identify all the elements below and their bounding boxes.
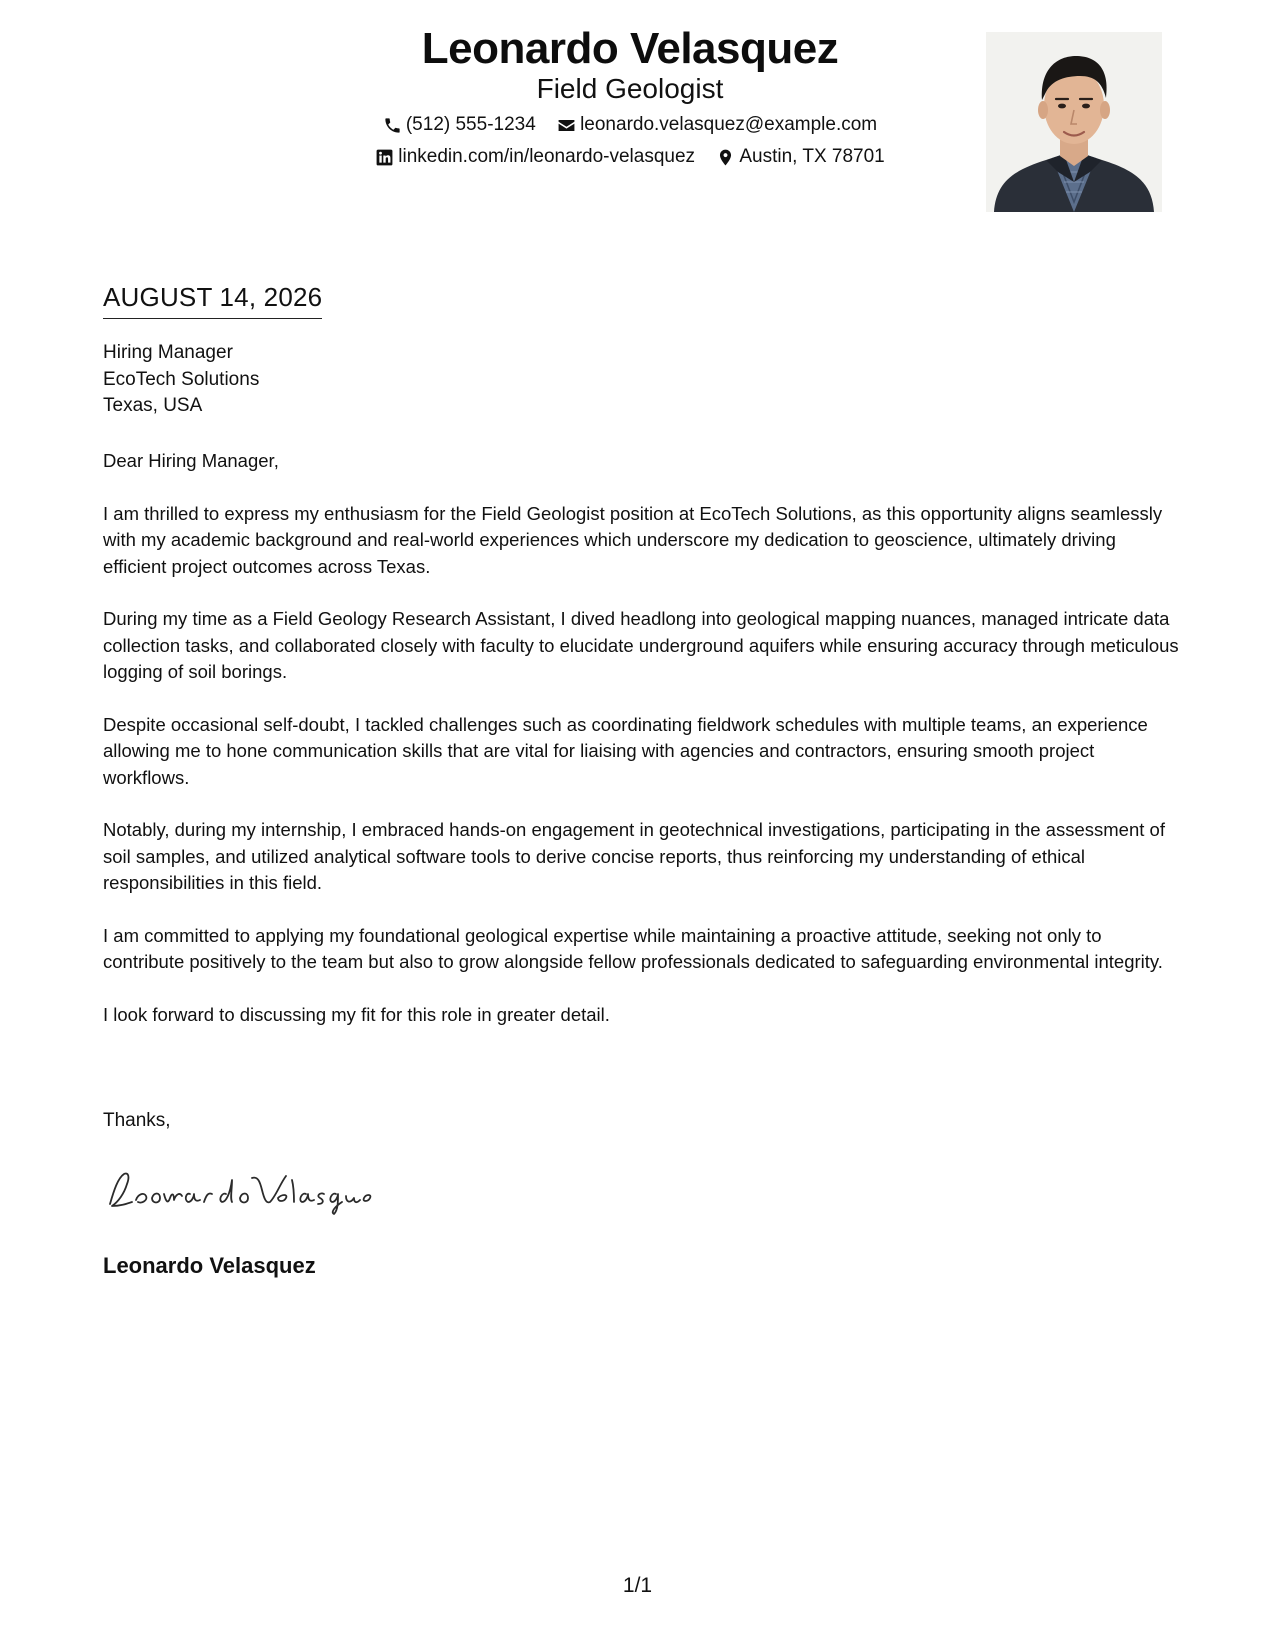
job-title: Field Geologist	[536, 73, 724, 104]
linkedin-text: linkedin.com/in/leonardo-velasquez	[398, 146, 696, 167]
letter-date: AUGUST 14, 2026	[103, 280, 322, 319]
page-number: 1/1	[622, 1574, 653, 1597]
signed-name: Leonardo Velasquez	[103, 1253, 316, 1278]
recipient-line: Hiring Manager	[103, 342, 233, 363]
envelope-icon	[557, 116, 576, 135]
letter-header	[0, 22, 1275, 212]
body-paragraph: Notably, during my internship, I embraced hands-on engagement in geotechnical investigations, participating in the assessment of soil samples, and utilized analytical software tools to derive concise reports, thus reinforcing my understanding of ethical responsibilities in this field.	[103, 819, 1165, 893]
phone-icon	[383, 116, 402, 135]
map-pin-icon	[716, 148, 735, 167]
closing-text: Thanks,	[103, 1110, 171, 1131]
contact-row-secondary	[280, 144, 980, 175]
profile-photo	[986, 32, 1162, 212]
salutation: Dear Hiring Manager,	[103, 450, 279, 471]
phone-text: (512) 555-1234	[405, 114, 536, 135]
contact-location	[716, 144, 884, 170]
applicant-name: Leonardo Velasquez	[421, 24, 839, 73]
body-paragraph: During my time as a Field Geology Research Assistant, I dived headlong into geological mapping nuances, managed intricate data collection tasks, and collaborated closely with faculty to elucidate underground aquifers while ensuring accuracy through meticulous logging of soil borings.	[103, 608, 1179, 682]
recipient-line: EcoTech Solutions	[103, 368, 260, 390]
body-paragraph: I am thrilled to express my enthusiasm for the Field Geologist position at EcoTech Solutions, as this opportunity aligns seamlessly with my academic background and real-world experiences which underscore my dedication to geoscience, ultimately driving efficient project outcomes across Texas.	[103, 502, 1163, 577]
body-paragraph: Despite occasional self-doubt, I tackled challenges such as coordinating fieldwork schedules with multiple teams, an experience allowing me to hone communication skills that are vital for liaising with agencies and contractors, ensuring smooth project workflows.	[103, 713, 1148, 788]
location-text: Austin, TX 78701	[739, 146, 885, 167]
recipient-line: Texas, USA	[103, 395, 203, 416]
linkedin-icon	[375, 148, 394, 167]
email-text: leonardo.velasquez@example.com	[580, 114, 878, 135]
letter-body	[103, 448, 1183, 1054]
contact-linkedin[interactable]	[375, 144, 695, 170]
contact-row-primary	[280, 112, 980, 143]
recipient-block	[103, 340, 259, 420]
contact-phone[interactable]	[383, 112, 536, 138]
handwritten-signature	[100, 1160, 380, 1220]
body-paragraph: I look forward to discussing my fit for this role in greater detail.	[103, 1003, 610, 1025]
contact-email[interactable]	[557, 112, 877, 138]
body-paragraph: I am committed to applying my foundational geological expertise while maintaining a proactive attitude, seeking not only to contribute positively to the team but also to grow alongside fellow professionals dedicated to safeguarding environmental integrity.	[103, 924, 1163, 972]
